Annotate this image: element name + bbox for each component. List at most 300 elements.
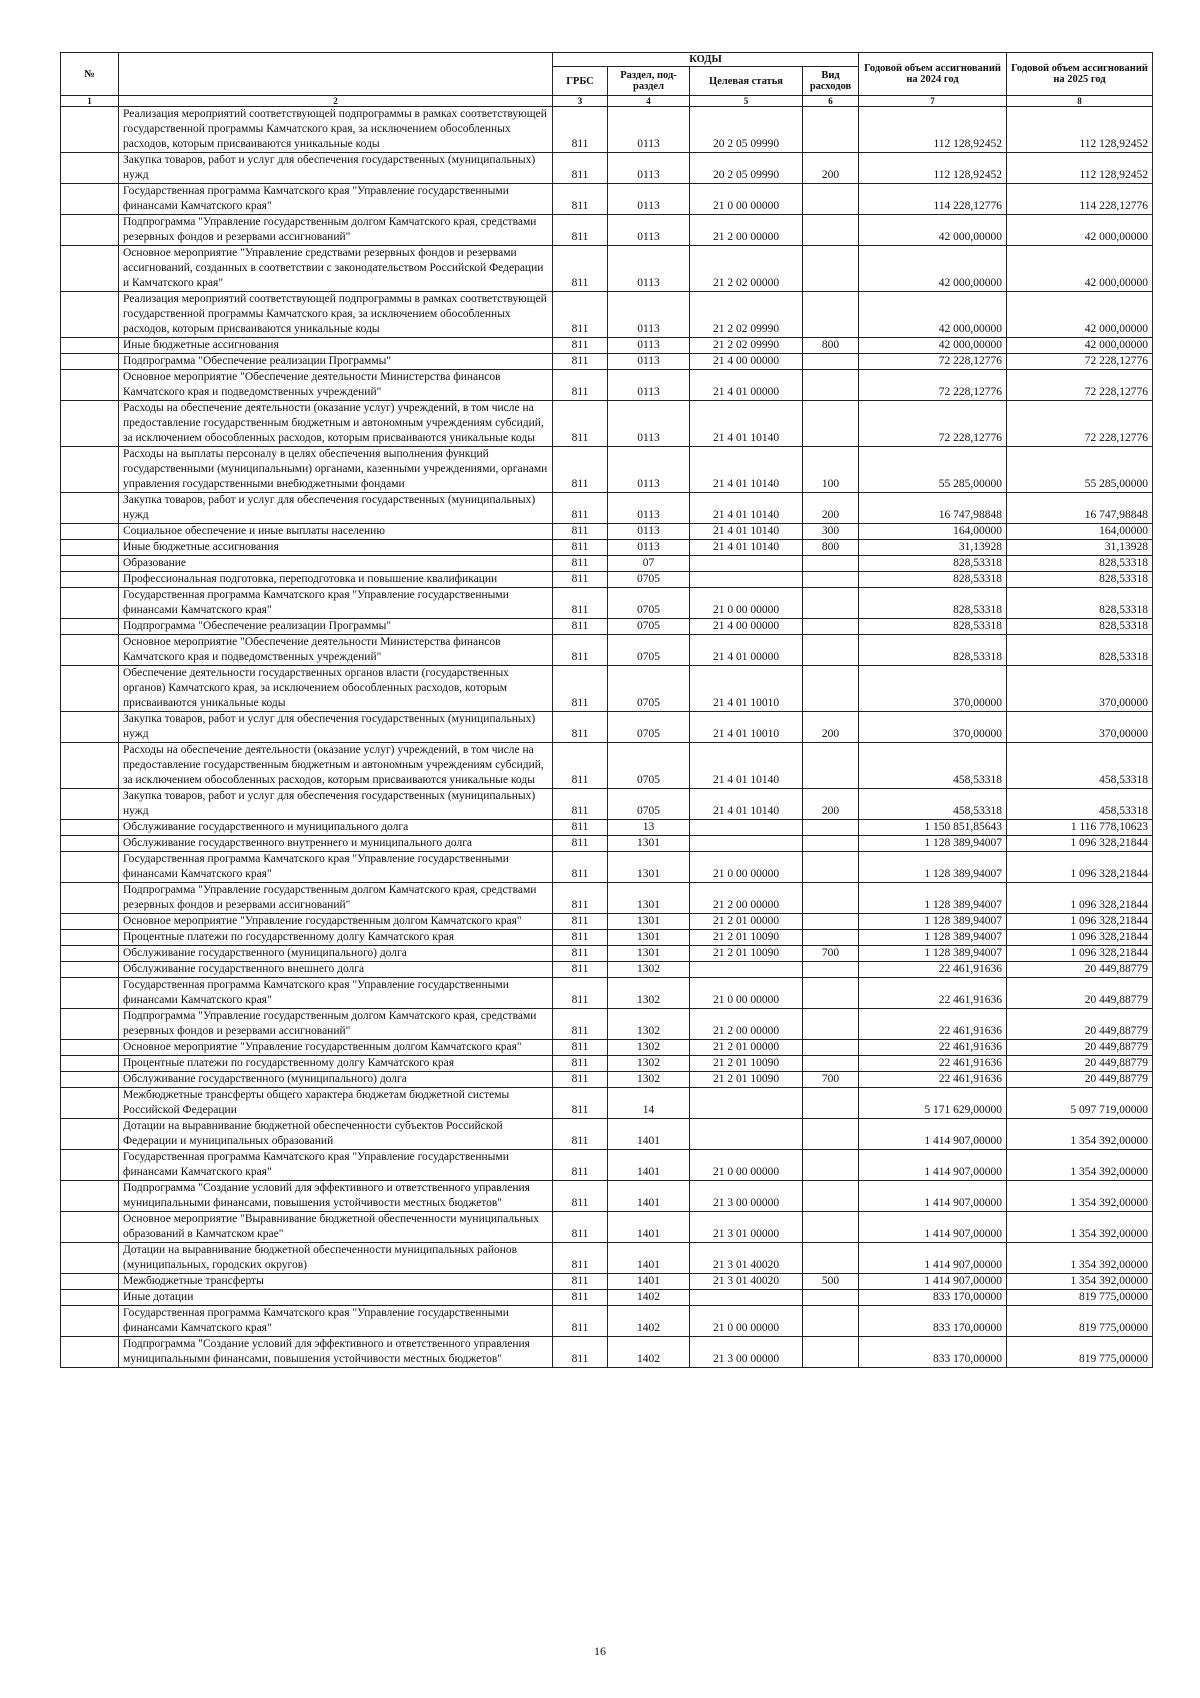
cell-grbs: 811 bbox=[553, 1243, 608, 1274]
cell-num bbox=[61, 1337, 119, 1368]
cell-section: 13 bbox=[608, 820, 690, 836]
table-row bbox=[61, 370, 1153, 401]
header-section: Раздел, под-раздел bbox=[608, 67, 690, 96]
cell-section: 0113 bbox=[608, 153, 690, 184]
cell-grbs: 811 bbox=[553, 836, 608, 852]
cell-num bbox=[61, 1243, 119, 1274]
table-row bbox=[61, 447, 1153, 493]
cell-grbs: 811 bbox=[553, 712, 608, 743]
cell-num bbox=[61, 246, 119, 292]
header-num: № bbox=[61, 53, 119, 96]
cell-exptype: 200 bbox=[803, 153, 859, 184]
cell-target: 21 3 00 00000 bbox=[690, 1337, 803, 1368]
cell-2024: 458,53318 bbox=[859, 743, 1007, 789]
cell-grbs: 811 bbox=[553, 883, 608, 914]
table-row bbox=[61, 666, 1153, 712]
cell-num bbox=[61, 447, 119, 493]
table-row bbox=[61, 1243, 1153, 1274]
cell-exptype bbox=[803, 1119, 859, 1150]
cell-num bbox=[61, 1119, 119, 1150]
cell-2024: 22 461,91636 bbox=[859, 978, 1007, 1009]
table-row bbox=[61, 1119, 1153, 1150]
cell-grbs: 811 bbox=[553, 1290, 608, 1306]
cell-exptype: 700 bbox=[803, 1072, 859, 1088]
table-row bbox=[61, 1088, 1153, 1119]
cell-exptype: 500 bbox=[803, 1274, 859, 1290]
cell-2025: 42 000,00000 bbox=[1007, 246, 1153, 292]
cell-grbs: 811 bbox=[553, 1212, 608, 1243]
cell-target bbox=[690, 820, 803, 836]
cell-num bbox=[61, 852, 119, 883]
cell-2024: 1 414 907,00000 bbox=[859, 1150, 1007, 1181]
cell-2024: 22 461,91636 bbox=[859, 1040, 1007, 1056]
table-row bbox=[61, 1040, 1153, 1056]
cell-target: 21 2 01 10090 bbox=[690, 930, 803, 946]
cell-name: Образование bbox=[119, 556, 553, 572]
cell-exptype: 800 bbox=[803, 338, 859, 354]
cell-2024: 1 128 389,94007 bbox=[859, 836, 1007, 852]
cell-2024: 42 000,00000 bbox=[859, 292, 1007, 338]
cell-grbs: 811 bbox=[553, 338, 608, 354]
cell-num bbox=[61, 743, 119, 789]
cell-name: Процентные платежи по государственному долгу Камчатского края bbox=[119, 930, 553, 946]
colnum: 3 bbox=[553, 96, 608, 107]
cell-num bbox=[61, 1040, 119, 1056]
cell-exptype: 300 bbox=[803, 524, 859, 540]
cell-2024: 22 461,91636 bbox=[859, 1056, 1007, 1072]
cell-num bbox=[61, 930, 119, 946]
cell-name: Иные бюджетные ассигнования bbox=[119, 338, 553, 354]
table-row bbox=[61, 820, 1153, 836]
cell-target: 21 2 02 09990 bbox=[690, 338, 803, 354]
cell-section: 1302 bbox=[608, 1009, 690, 1040]
cell-name: Основное мероприятие "Обеспечение деятельности Министерства финансов Камчатского края и подведомственных учреждений" bbox=[119, 370, 553, 401]
cell-target: 21 4 01 10140 bbox=[690, 540, 803, 556]
header-grbs: ГРБС bbox=[553, 67, 608, 96]
cell-target: 21 4 01 10010 bbox=[690, 666, 803, 712]
table-row bbox=[61, 246, 1153, 292]
cell-grbs: 811 bbox=[553, 572, 608, 588]
cell-name: Иные дотации bbox=[119, 1290, 553, 1306]
cell-target: 21 0 00 00000 bbox=[690, 184, 803, 215]
cell-section: 1401 bbox=[608, 1243, 690, 1274]
cell-num bbox=[61, 666, 119, 712]
cell-grbs: 811 bbox=[553, 1150, 608, 1181]
cell-2025: 114 228,12776 bbox=[1007, 184, 1153, 215]
cell-2025: 20 449,88779 bbox=[1007, 962, 1153, 978]
cell-2024: 1 128 389,94007 bbox=[859, 852, 1007, 883]
cell-target: 21 4 01 10140 bbox=[690, 524, 803, 540]
cell-section: 14 bbox=[608, 1088, 690, 1119]
cell-2024: 1 414 907,00000 bbox=[859, 1243, 1007, 1274]
cell-exptype bbox=[803, 1243, 859, 1274]
table-row bbox=[61, 556, 1153, 572]
cell-target bbox=[690, 572, 803, 588]
cell-num bbox=[61, 1290, 119, 1306]
cell-2024: 72 228,12776 bbox=[859, 354, 1007, 370]
cell-target: 21 0 00 00000 bbox=[690, 852, 803, 883]
cell-2024: 833 170,00000 bbox=[859, 1337, 1007, 1368]
cell-section: 0705 bbox=[608, 789, 690, 820]
cell-grbs: 811 bbox=[553, 820, 608, 836]
cell-2025: 72 228,12776 bbox=[1007, 401, 1153, 447]
cell-exptype bbox=[803, 215, 859, 246]
cell-2024: 370,00000 bbox=[859, 666, 1007, 712]
cell-num bbox=[61, 836, 119, 852]
cell-2024: 112 128,92452 bbox=[859, 153, 1007, 184]
table-row bbox=[61, 1274, 1153, 1290]
cell-name: Закупка товаров, работ и услуг для обеспечения государственных (муниципальных) нужд bbox=[119, 153, 553, 184]
cell-section: 0113 bbox=[608, 338, 690, 354]
cell-section: 1302 bbox=[608, 1040, 690, 1056]
cell-2024: 22 461,91636 bbox=[859, 1072, 1007, 1088]
cell-num bbox=[61, 1306, 119, 1337]
cell-2025: 1 096 328,21844 bbox=[1007, 946, 1153, 962]
cell-grbs: 811 bbox=[553, 1009, 608, 1040]
cell-2025: 458,53318 bbox=[1007, 789, 1153, 820]
cell-exptype bbox=[803, 930, 859, 946]
table-row bbox=[61, 1337, 1153, 1368]
header-2025: Годовой объем ассигнований на 2025 год bbox=[1007, 53, 1153, 96]
cell-name: Иные бюджетные ассигнования bbox=[119, 540, 553, 556]
cell-section: 1401 bbox=[608, 1181, 690, 1212]
cell-num bbox=[61, 338, 119, 354]
cell-section: 0113 bbox=[608, 493, 690, 524]
cell-target: 20 2 05 09990 bbox=[690, 107, 803, 153]
cell-target: 21 2 00 00000 bbox=[690, 1009, 803, 1040]
cell-exptype bbox=[803, 1306, 859, 1337]
cell-target: 21 2 01 10090 bbox=[690, 1056, 803, 1072]
cell-2024: 1 150 851,85643 bbox=[859, 820, 1007, 836]
cell-grbs: 811 bbox=[553, 1337, 608, 1368]
cell-num bbox=[61, 883, 119, 914]
table-row bbox=[61, 524, 1153, 540]
cell-grbs: 811 bbox=[553, 1119, 608, 1150]
colnum: 2 bbox=[119, 96, 553, 107]
colnum: 7 bbox=[859, 96, 1007, 107]
budget-document bbox=[60, 52, 1152, 1368]
cell-2025: 72 228,12776 bbox=[1007, 370, 1153, 401]
cell-exptype bbox=[803, 619, 859, 635]
table-row bbox=[61, 107, 1153, 153]
cell-2024: 42 000,00000 bbox=[859, 338, 1007, 354]
cell-section: 0705 bbox=[608, 743, 690, 789]
cell-section: 1301 bbox=[608, 836, 690, 852]
cell-2024: 1 414 907,00000 bbox=[859, 1274, 1007, 1290]
cell-section: 1302 bbox=[608, 962, 690, 978]
cell-exptype bbox=[803, 1290, 859, 1306]
cell-exptype bbox=[803, 354, 859, 370]
cell-2025: 20 449,88779 bbox=[1007, 1056, 1153, 1072]
cell-num bbox=[61, 370, 119, 401]
cell-name: Закупка товаров, работ и услуг для обеспечения государственных (муниципальных) нужд bbox=[119, 712, 553, 743]
table-row bbox=[61, 978, 1153, 1009]
cell-name: Дотации на выравнивание бюджетной обеспеченности муниципальных районов (муниципальных, городских округов) bbox=[119, 1243, 553, 1274]
cell-target: 21 2 01 10090 bbox=[690, 946, 803, 962]
table-row bbox=[61, 1306, 1153, 1337]
table-row bbox=[61, 946, 1153, 962]
cell-2025: 1 116 778,10623 bbox=[1007, 820, 1153, 836]
table-body bbox=[61, 107, 1153, 1368]
cell-name: Подпрограмма "Создание условий для эффективного и ответственного управления муниципальными финансами, повышения устойчивости местных бюджетов" bbox=[119, 1181, 553, 1212]
cell-exptype bbox=[803, 635, 859, 666]
colnum: 8 bbox=[1007, 96, 1153, 107]
cell-name: Закупка товаров, работ и услуг для обеспечения государственных (муниципальных) нужд bbox=[119, 493, 553, 524]
cell-2025: 5 097 719,00000 bbox=[1007, 1088, 1153, 1119]
cell-target: 21 2 02 00000 bbox=[690, 246, 803, 292]
cell-exptype: 200 bbox=[803, 712, 859, 743]
cell-2024: 1 414 907,00000 bbox=[859, 1181, 1007, 1212]
cell-grbs: 811 bbox=[553, 556, 608, 572]
cell-target bbox=[690, 556, 803, 572]
cell-num bbox=[61, 820, 119, 836]
table-row bbox=[61, 401, 1153, 447]
table-row bbox=[61, 1212, 1153, 1243]
cell-2025: 1 354 392,00000 bbox=[1007, 1150, 1153, 1181]
cell-2025: 16 747,98848 bbox=[1007, 493, 1153, 524]
cell-target: 21 4 01 10140 bbox=[690, 743, 803, 789]
cell-grbs: 811 bbox=[553, 370, 608, 401]
table-row bbox=[61, 184, 1153, 215]
cell-2025: 828,53318 bbox=[1007, 619, 1153, 635]
cell-target: 21 2 01 00000 bbox=[690, 1040, 803, 1056]
colnum: 1 bbox=[61, 96, 119, 107]
cell-num bbox=[61, 588, 119, 619]
cell-2025: 1 354 392,00000 bbox=[1007, 1274, 1153, 1290]
cell-2024: 22 461,91636 bbox=[859, 1009, 1007, 1040]
cell-num bbox=[61, 1072, 119, 1088]
cell-name: Межбюджетные трансферты bbox=[119, 1274, 553, 1290]
cell-num bbox=[61, 556, 119, 572]
cell-name: Подпрограмма "Обеспечение реализации Программы" bbox=[119, 619, 553, 635]
cell-grbs: 811 bbox=[553, 619, 608, 635]
cell-section: 1302 bbox=[608, 978, 690, 1009]
cell-grbs: 811 bbox=[553, 1072, 608, 1088]
table-row bbox=[61, 153, 1153, 184]
cell-num bbox=[61, 1274, 119, 1290]
cell-exptype bbox=[803, 852, 859, 883]
cell-exptype bbox=[803, 978, 859, 1009]
cell-exptype: 700 bbox=[803, 946, 859, 962]
colnum: 5 bbox=[690, 96, 803, 107]
cell-num bbox=[61, 914, 119, 930]
cell-target: 21 4 01 10140 bbox=[690, 401, 803, 447]
cell-section: 1302 bbox=[608, 1056, 690, 1072]
cell-name: Основное мероприятие "Управление государственным долгом Камчатского края" bbox=[119, 1040, 553, 1056]
cell-section: 0113 bbox=[608, 107, 690, 153]
cell-2025: 1 096 328,21844 bbox=[1007, 930, 1153, 946]
cell-2025: 819 775,00000 bbox=[1007, 1290, 1153, 1306]
cell-2025: 112 128,92452 bbox=[1007, 107, 1153, 153]
cell-name: Государственная программа Камчатского края "Управление государственными финансами Камчатского края" bbox=[119, 184, 553, 215]
cell-name: Основное мероприятие "Выравнивание бюджетной обеспеченности муниципальных образований в Камчатском крае" bbox=[119, 1212, 553, 1243]
cell-name: Расходы на обеспечение деятельности (оказание услуг) учреждений, в том числе на предоставление государственным бюджетным и автономным учреждениям субсидий, за исключением обособленных расходов, которым присваиваются уникальные коды bbox=[119, 401, 553, 447]
cell-target: 21 4 01 00000 bbox=[690, 370, 803, 401]
cell-2025: 1 354 392,00000 bbox=[1007, 1243, 1153, 1274]
cell-2024: 828,53318 bbox=[859, 572, 1007, 588]
cell-name: Социальное обеспечение и иные выплаты населению bbox=[119, 524, 553, 540]
cell-name: Обслуживание государственного и муниципального долга bbox=[119, 820, 553, 836]
cell-grbs: 811 bbox=[553, 354, 608, 370]
cell-2024: 1 128 389,94007 bbox=[859, 914, 1007, 930]
cell-grbs: 811 bbox=[553, 107, 608, 153]
cell-exptype bbox=[803, 1150, 859, 1181]
cell-grbs: 811 bbox=[553, 524, 608, 540]
cell-section: 0113 bbox=[608, 215, 690, 246]
cell-target bbox=[690, 1290, 803, 1306]
cell-num bbox=[61, 978, 119, 1009]
cell-target: 20 2 05 09990 bbox=[690, 153, 803, 184]
cell-2024: 1 128 389,94007 bbox=[859, 930, 1007, 946]
cell-name: Подпрограмма "Управление государственным долгом Камчатского края, средствами резервных фондов и резервами ассигнований" bbox=[119, 215, 553, 246]
cell-2025: 20 449,88779 bbox=[1007, 1009, 1153, 1040]
cell-exptype bbox=[803, 883, 859, 914]
cell-grbs: 811 bbox=[553, 789, 608, 820]
cell-2025: 1 096 328,21844 bbox=[1007, 883, 1153, 914]
cell-name: Государственная программа Камчатского края "Управление государственными финансами Камчатского края" bbox=[119, 978, 553, 1009]
cell-num bbox=[61, 1212, 119, 1243]
cell-2025: 20 449,88779 bbox=[1007, 1072, 1153, 1088]
cell-2024: 164,00000 bbox=[859, 524, 1007, 540]
table-row bbox=[61, 789, 1153, 820]
cell-section: 1402 bbox=[608, 1306, 690, 1337]
cell-2024: 114 228,12776 bbox=[859, 184, 1007, 215]
cell-grbs: 811 bbox=[553, 184, 608, 215]
cell-2025: 370,00000 bbox=[1007, 666, 1153, 712]
cell-name: Реализация мероприятий соответствующей подпрограммы в рамках соответствующей государственной программы Камчатского края, за исключением обособленных расходов, которым присваиваются уникальные коды bbox=[119, 107, 553, 153]
cell-2024: 1 128 389,94007 bbox=[859, 946, 1007, 962]
cell-grbs: 811 bbox=[553, 1181, 608, 1212]
cell-exptype bbox=[803, 1056, 859, 1072]
cell-2025: 819 775,00000 bbox=[1007, 1306, 1153, 1337]
cell-2024: 1 414 907,00000 bbox=[859, 1119, 1007, 1150]
table-row bbox=[61, 852, 1153, 883]
table-row bbox=[61, 712, 1153, 743]
cell-target: 21 2 02 09990 bbox=[690, 292, 803, 338]
cell-2025: 20 449,88779 bbox=[1007, 978, 1153, 1009]
table-row bbox=[61, 635, 1153, 666]
cell-name: Обслуживание государственного (муниципального) долга bbox=[119, 1072, 553, 1088]
cell-name: Дотации на выравнивание бюджетной обеспеченности субъектов Российской Федерации и муниципальных образований bbox=[119, 1119, 553, 1150]
cell-target: 21 4 00 00000 bbox=[690, 354, 803, 370]
cell-num bbox=[61, 789, 119, 820]
cell-name: Профессиональная подготовка, переподготовка и повышение квалификации bbox=[119, 572, 553, 588]
cell-grbs: 811 bbox=[553, 588, 608, 619]
cell-grbs: 811 bbox=[553, 292, 608, 338]
table-row bbox=[61, 914, 1153, 930]
cell-grbs: 811 bbox=[553, 946, 608, 962]
column-numbers-row bbox=[61, 96, 1153, 107]
cell-section: 0113 bbox=[608, 401, 690, 447]
table-row bbox=[61, 1181, 1153, 1212]
table-row bbox=[61, 572, 1153, 588]
header-name bbox=[119, 53, 553, 96]
cell-num bbox=[61, 524, 119, 540]
cell-name: Государственная программа Камчатского края "Управление государственными финансами Камчатского края" bbox=[119, 1150, 553, 1181]
cell-exptype: 100 bbox=[803, 447, 859, 493]
cell-grbs: 811 bbox=[553, 1088, 608, 1119]
cell-exptype bbox=[803, 820, 859, 836]
cell-2024: 5 171 629,00000 bbox=[859, 1088, 1007, 1119]
cell-num bbox=[61, 184, 119, 215]
cell-exptype bbox=[803, 588, 859, 619]
cell-2024: 828,53318 bbox=[859, 588, 1007, 619]
cell-2025: 164,00000 bbox=[1007, 524, 1153, 540]
table-header bbox=[61, 53, 1153, 107]
cell-2024: 16 747,98848 bbox=[859, 493, 1007, 524]
cell-2024: 55 285,00000 bbox=[859, 447, 1007, 493]
cell-name: Государственная программа Камчатского края "Управление государственными финансами Камчатского края" bbox=[119, 588, 553, 619]
cell-target: 21 2 01 10090 bbox=[690, 1072, 803, 1088]
cell-section: 0113 bbox=[608, 447, 690, 493]
table-row bbox=[61, 743, 1153, 789]
cell-section: 1301 bbox=[608, 914, 690, 930]
cell-target bbox=[690, 962, 803, 978]
cell-exptype bbox=[803, 370, 859, 401]
cell-exptype bbox=[803, 1181, 859, 1212]
cell-num bbox=[61, 540, 119, 556]
cell-exptype bbox=[803, 1088, 859, 1119]
cell-num bbox=[61, 1009, 119, 1040]
cell-2024: 833 170,00000 bbox=[859, 1306, 1007, 1337]
cell-2025: 1 354 392,00000 bbox=[1007, 1119, 1153, 1150]
table-row bbox=[61, 1290, 1153, 1306]
cell-name: Подпрограмма "Управление государственным долгом Камчатского края, средствами резервных фондов и резервами ассигнований" bbox=[119, 1009, 553, 1040]
table-row bbox=[61, 883, 1153, 914]
cell-2025: 112 128,92452 bbox=[1007, 153, 1153, 184]
cell-section: 1301 bbox=[608, 852, 690, 883]
cell-2024: 833 170,00000 bbox=[859, 1290, 1007, 1306]
cell-name: Подпрограмма "Управление государственным долгом Камчатского края, средствами резервных фондов и резервами ассигнований" bbox=[119, 883, 553, 914]
cell-section: 1401 bbox=[608, 1212, 690, 1243]
cell-2025: 458,53318 bbox=[1007, 743, 1153, 789]
cell-grbs: 811 bbox=[553, 962, 608, 978]
cell-name: Основное мероприятие "Обеспечение деятельности Министерства финансов Камчатского края и подведомственных учреждений" bbox=[119, 635, 553, 666]
cell-grbs: 811 bbox=[553, 246, 608, 292]
cell-2025: 55 285,00000 bbox=[1007, 447, 1153, 493]
cell-name: Подпрограмма "Обеспечение реализации Программы" bbox=[119, 354, 553, 370]
cell-name: Межбюджетные трансферты общего характера бюджетам бюджетной системы Российской Федерации bbox=[119, 1088, 553, 1119]
cell-num bbox=[61, 292, 119, 338]
cell-section: 0705 bbox=[608, 572, 690, 588]
cell-2024: 370,00000 bbox=[859, 712, 1007, 743]
cell-grbs: 811 bbox=[553, 978, 608, 1009]
cell-num bbox=[61, 572, 119, 588]
table-row bbox=[61, 619, 1153, 635]
cell-2025: 42 000,00000 bbox=[1007, 338, 1153, 354]
cell-2025: 72 228,12776 bbox=[1007, 354, 1153, 370]
cell-2024: 1 128 389,94007 bbox=[859, 883, 1007, 914]
cell-2024: 828,53318 bbox=[859, 635, 1007, 666]
cell-section: 1302 bbox=[608, 1072, 690, 1088]
cell-num bbox=[61, 153, 119, 184]
colnum: 6 bbox=[803, 96, 859, 107]
header-exptype: Вид расходов bbox=[803, 67, 859, 96]
cell-section: 0705 bbox=[608, 588, 690, 619]
cell-name: Основное мероприятие "Управление средствами резервных фондов и резервами ассигнований, созданных в соответствии с законодательством Российской Федерации и Камчатского края" bbox=[119, 246, 553, 292]
cell-target: 21 2 01 00000 bbox=[690, 914, 803, 930]
cell-name: Государственная программа Камчатского края "Управление государственными финансами Камчатского края" bbox=[119, 852, 553, 883]
cell-target: 21 4 01 10140 bbox=[690, 493, 803, 524]
table-row bbox=[61, 292, 1153, 338]
cell-target: 21 4 00 00000 bbox=[690, 619, 803, 635]
cell-2025: 819 775,00000 bbox=[1007, 1337, 1153, 1368]
cell-name: Закупка товаров, работ и услуг для обеспечения государственных (муниципальных) нужд bbox=[119, 789, 553, 820]
cell-target: 21 0 00 00000 bbox=[690, 588, 803, 619]
cell-grbs: 811 bbox=[553, 447, 608, 493]
table-row bbox=[61, 1150, 1153, 1181]
cell-2025: 828,53318 bbox=[1007, 556, 1153, 572]
